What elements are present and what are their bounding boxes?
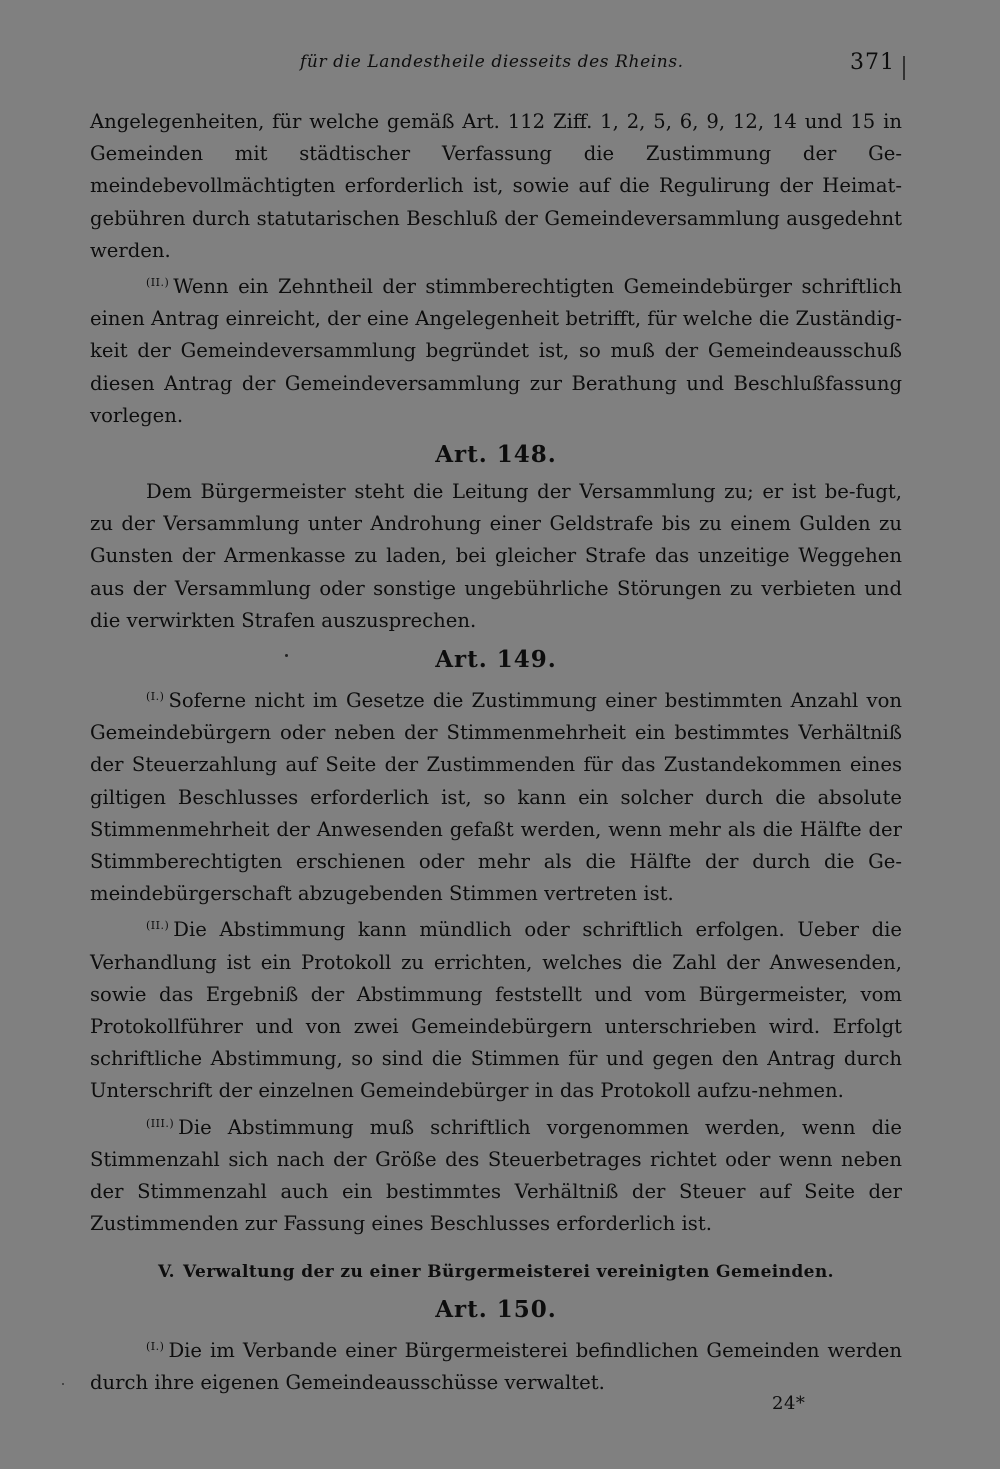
paragraph-marker: (III.) — [146, 1116, 175, 1130]
section-title: Verwaltung der zu einer Bürgermeisterei vereinigten Gemeinden. — [182, 1261, 834, 1282]
paragraph-text: Die im Verbande einer Bürgermeisterei befindlichen Gemeinden werden durch ihre eigenen Gemeindeausschüsse verwaltet. — [90, 1338, 902, 1394]
paragraph-art149-iii — [90, 1108, 902, 1241]
paragraph-continuation — [90, 106, 902, 267]
paragraph-marker: (II.) — [146, 276, 170, 290]
page-number: 371 — [850, 50, 895, 75]
running-head — [0, 46, 1000, 82]
paragraph-marker: (I.) — [146, 690, 165, 704]
section-heading-v — [90, 1257, 902, 1287]
paragraph-marker: (II.) — [146, 919, 170, 933]
paragraph-text: Angelegenheiten, für welche gemäß Art. 112 Ziff. 1, 2, 5, 6, 9, 12, 14 und 15 in Gemeinden mit städtischer Verfassung die Zustimmung der Ge-meindebevollmächtigten erforderlich ist, sowie auf die Regulirung der Heimat-gebühren durch statutarischen Beschluß der Gemeindeversammlung ausgedehnt werden. — [90, 110, 902, 262]
signature-mark: 24* — [772, 1393, 806, 1414]
paragraph-marker: (I.) — [146, 1339, 165, 1353]
article-heading-148: Art. 148. — [435, 441, 557, 469]
article-heading-149: Art. 149. — [435, 646, 557, 674]
running-title: für die Landestheile diesseits des Rheins. — [300, 52, 684, 72]
body-text — [90, 106, 902, 1399]
print-speck — [285, 654, 288, 657]
paragraph-text: Wenn ein Zehntheil der stimmberechtigten Gemeindebürger schriftlich einen Antrag einreicht, der eine Angelegenheit betrifft, für welche die Zuständig-keit der Gemeindeversammlung begründet ist, so muß der Gemeindeausschuß diesen Antrag der Gemeindeversammlung zur Berathung und Beschlußfassung vorlegen. — [90, 275, 902, 427]
section-number: V. — [158, 1261, 175, 1282]
paragraph-text: Die Abstimmung muß schriftlich vorgenommen werden, wenn die Stimmenzahl sich nach der Größe des Steuerbetrages richtet oder wenn neben der Stimmenzahl auch ein bestimmtes Verhältniß der Steuer auf Seite der Zustimmenden zur Fassung eines Beschlusses erforderlich ist. — [90, 1115, 902, 1236]
article-heading-150: Art. 150. — [435, 1295, 557, 1323]
header-rule — [903, 56, 905, 80]
paragraph-art149-ii — [90, 910, 902, 1107]
print-speck — [62, 1383, 64, 1385]
paragraph-art149-i — [90, 681, 902, 910]
paragraph-text: Soferne nicht im Gesetze die Zustimmung einer bestimmten Anzahl von Gemeindebürgern oder neben der Stimmenmehrheit ein bestimmtes Verhältniß der Steuerzahlung auf Seite der Zustimmenden für das Zustandekommen eines giltigen Beschlusses erforderlich ist, so kann ein solcher durch die absolute Stimmenmehrheit der Anwesenden gefaßt werden, wenn mehr als die Hälfte der Stimmberechtigten erschienen oder mehr als die Hälfte der durch die Ge-meindebürgerschaft abzugebenden Stimmen vertreten ist. — [90, 689, 902, 906]
paragraph-art147-ii — [90, 267, 902, 432]
paragraph-text: Die Abstimmung kann mündlich oder schriftlich erfolgen. Ueber die Verhandlung ist ein Protokoll zu errichten, welches die Zahl der Anwesenden, sowie das Ergebniß der Abstimmung feststellt und vom Bürgermeister, vom Protokollführer und von zwei Gemeindebürgern unterschrieben wird. Erfolgt schriftliche Abstimmung, so sind die Stimmen für und gegen den Antrag durch Unterschrift der einzelnen Gemeindebürger in das Protokoll aufzu-nehmen. — [90, 918, 902, 1103]
paragraph-art150-i — [90, 1331, 902, 1399]
paragraph-art148 — [90, 476, 902, 637]
paragraph-text: Dem Bürgermeister steht die Leitung der Versammlung zu; er ist be-fugt, zu der Versammlung unter Androhung einer Geldstrafe bis zu einem Gulden zu Gunsten der Armenkasse zu laden, bei gleicher Strafe das unzeitige Weggehen aus der Versammlung oder sonstige ungebührliche Störungen zu verbieten und die verwirkten Strafen auszusprechen. — [90, 480, 902, 632]
